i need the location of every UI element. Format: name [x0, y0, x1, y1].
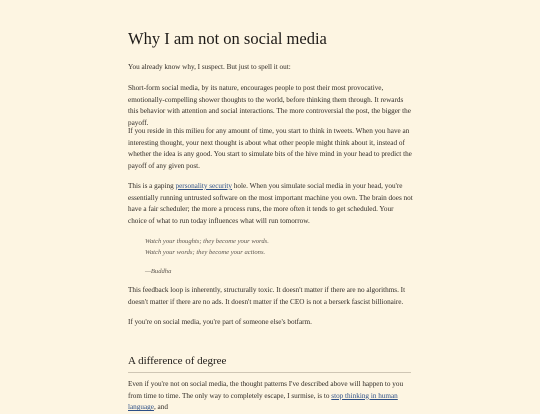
personality-security-link[interactable]: personality security — [175, 182, 233, 190]
paragraph-text: hole. When you simulate social media in your head, you're essentially running untrusted software on the most important machine you own. The brain does not have a fair scheduler; the more a process runs, the more often it tends to get scheduled. Your choice of what to run today influences what will run tomorrow. — [128, 182, 413, 225]
paragraph-short-form: Short-form social media, by its nature, encourages people to post their most provocative, emotionally-compelling shower thoughts to the world, before thinking them through. It rewards this behavior with attention and social interactions. The more controversial the post, the bigger the payoff. — [128, 84, 411, 127]
page-title: Why I am not on social media — [128, 29, 327, 48]
paragraph-security-hole — [128, 181, 413, 227]
paragraph-feedback-loop: This feedback loop is inherently, structurally toxic. It doesn't matter if there are no algorithms. It doesn't matter if there are no ads. It doesn't matter if the CEO is not a berserk fascist billionaire. — [128, 286, 406, 306]
paragraph-difference — [128, 379, 413, 414]
paragraph-text: Even if you're not on social media, the thought patterns I've described above will happen to you from time to time. The only way to completely escape, I surmise, is to — [128, 380, 404, 400]
paragraph-text: , and — [153, 403, 168, 412]
quote-line-1: Watch your thoughts; they become your words. — [145, 238, 269, 245]
section-heading: A difference of degree — [128, 354, 411, 373]
quote-line-2: Watch your words; they become your actions. — [145, 249, 266, 256]
paragraph-text: This is a gaping — [128, 182, 176, 190]
quote-attribution: —Buddha — [145, 268, 172, 275]
paragraph-botfarm: If you're on social media, you're part of someone else's botfarm. — [128, 318, 312, 326]
intro-paragraph: You already know why, I suspect. But just to spell it out: — [128, 63, 291, 71]
stop-thinking-link[interactable]: stop thinking in human language — [128, 391, 398, 412]
paragraph-milieu: If you reside in this milieu for any amount of time, you start to think in tweets. When you have an interesting thought, your next thought is about what other people might think about it, instead of whether the idea is any good. You start to simulate bits of the hive mind in your head to predict the payoff of any given post. — [128, 127, 412, 170]
